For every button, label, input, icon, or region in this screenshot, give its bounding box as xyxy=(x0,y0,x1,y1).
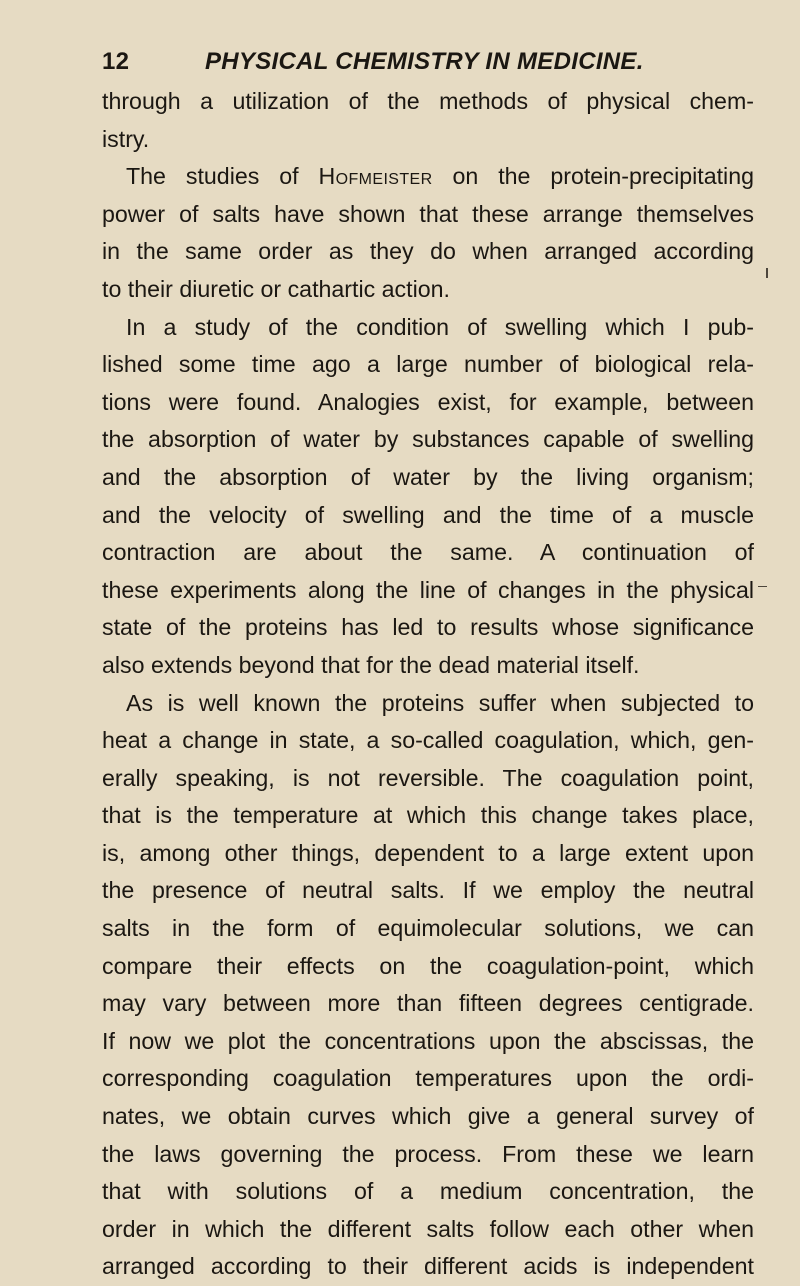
text-line: that is the temperature at which this change takes place, xyxy=(102,802,754,829)
text-line: and the velocity of swelling and the time of a muscle xyxy=(102,501,754,528)
text-line: order in which the different salts follow each other when xyxy=(102,1215,754,1242)
text-line: these experiments along the line of changes in the physical xyxy=(102,576,754,603)
margin-mark xyxy=(758,586,767,587)
text-line: nates, we obtain curves which give a general survey of xyxy=(102,1103,754,1130)
text-line: istry. xyxy=(102,125,150,152)
text-line: is, among other things, dependent to a large extent upon xyxy=(102,839,754,866)
body-text xyxy=(102,83,754,1286)
text-fragment: on the protein-precipitating xyxy=(432,163,754,190)
text-line: through a utilization of the methods of physical chem- xyxy=(102,88,754,114)
text-line: arranged according to their different acids is independent xyxy=(102,1253,754,1280)
text-line: and the absorption of water by the living organism; xyxy=(102,463,754,490)
text-line: power of salts have shown that these arrange themselves xyxy=(102,200,754,227)
text-line: the presence of neutral salts. If we employ the neutral xyxy=(102,877,754,904)
text-line: the absorption of water by substances capable of swelling xyxy=(102,426,754,453)
text-line: state of the proteins has led to results whose significance xyxy=(102,614,754,641)
text-line: As is well known the proteins suffer when subjected to xyxy=(126,689,754,716)
page-number: 12 xyxy=(102,48,130,75)
margin-mark xyxy=(766,268,768,278)
text-line: erally speaking, is not reversible. The coagulation point, xyxy=(102,764,754,791)
text-line: may vary between more than fifteen degrees centigrade. xyxy=(102,990,754,1017)
text-line: compare their effects on the coagulation-point, which xyxy=(102,952,754,979)
text-line: If now we plot the concentrations upon the abscissas, the xyxy=(102,1027,754,1054)
text-line: contraction are about the same. A continuation of xyxy=(102,539,754,566)
text-line: to their diuretic or cathartic action. xyxy=(102,275,450,302)
text-line: also extends beyond that for the dead material itself. xyxy=(102,651,640,678)
text-line: that with solutions of a medium concentration, the xyxy=(102,1178,754,1205)
text-line: corresponding coagulation temperatures upon the ordi- xyxy=(102,1065,754,1092)
running-head xyxy=(102,48,742,78)
running-title: PHYSICAL CHEMISTRY IN MEDICINE. xyxy=(205,48,644,75)
text-line: heat a change in state, a so-called coagulation, which, gen- xyxy=(102,727,754,754)
text-line: salts in the form of equimolecular solutions, we can xyxy=(102,915,754,942)
author-name: Hofmeister xyxy=(318,163,433,190)
text-line: tions were found. Analogies exist, for example, between xyxy=(102,388,754,415)
text-line: In a study of the condition of swelling which I pub- xyxy=(126,313,754,340)
text-line xyxy=(102,158,754,196)
text-line: in the same order as they do when arranged according xyxy=(102,238,754,265)
text-fragment: The studies of xyxy=(126,163,319,190)
text-line: lished some time ago a large number of biological rela- xyxy=(102,351,754,378)
text-line: the laws governing the process. From these we learn xyxy=(102,1140,754,1167)
